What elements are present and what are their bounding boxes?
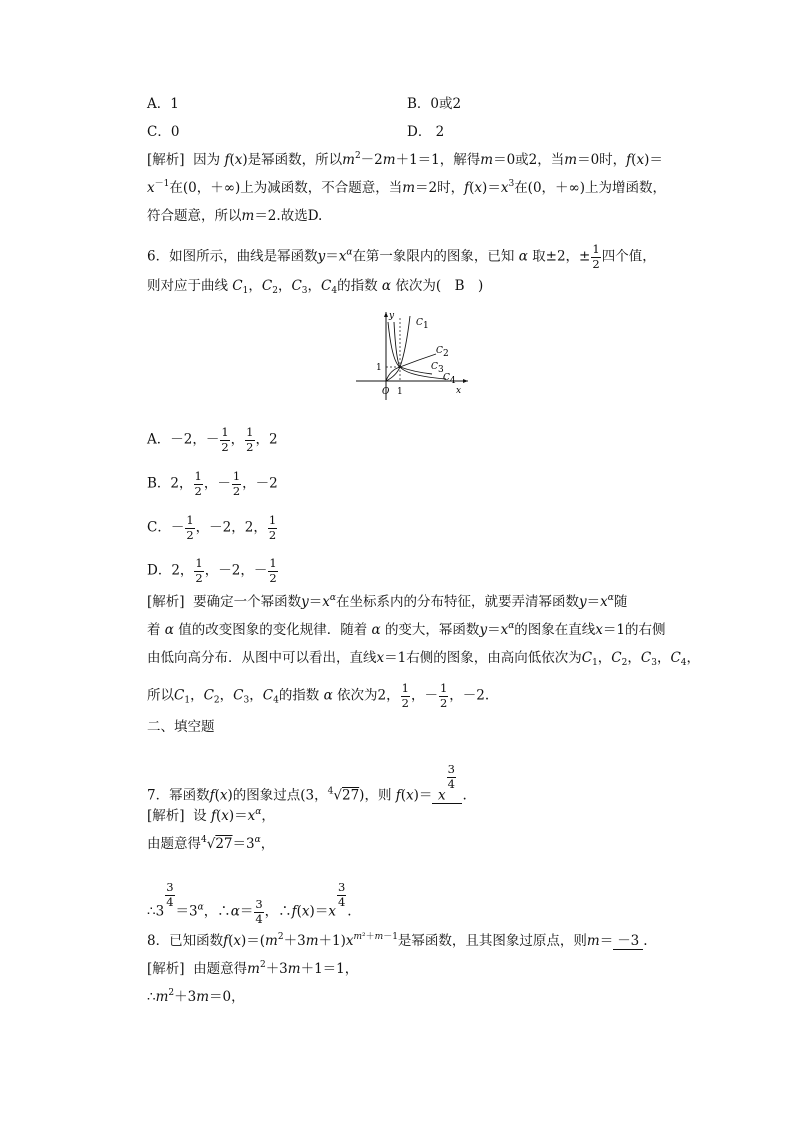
q7-answer-blank: x $\frac{3}{4}$: [432, 764, 462, 804]
q8-answer-blank: －3: [613, 935, 643, 950]
q6-stem-line2: 则对应于曲线 $C_1$，$C_2$，$C_3$，$C_4$的指数 α 依次为( B ): [147, 278, 484, 296]
origin-label: O: [382, 387, 390, 397]
q7-analysis-line2: 由题意得$^4√27=3^\alpha$，: [147, 835, 275, 852]
q6-option-d: D．2， $\frac{1}{2}$ ，－2，－ $\frac{1}{2}$: [147, 556, 277, 585]
q7-analysis-line3: ∴3 $\frac{3}{4}$ $=3^\alpha$，∴α＝ $\frac{3}{4}$ ，∴f(x)＝x $\frac{3}{4}$ .: [147, 880, 352, 926]
y-tick-one: 1: [376, 363, 382, 373]
curve-label-c4: C: [443, 373, 450, 383]
curve-label-c2: C: [436, 346, 443, 356]
curve-label-c1: C: [416, 318, 423, 328]
q5-option-d: D． 2: [407, 124, 445, 140]
x-axis-label: x: [456, 386, 462, 396]
q5-analysis-line1: [解析] 因为 f(x)是幂函数，所以$m^2-2m+1=1$，解得m＝0或2，当m＝0时，f(x)＝: [147, 151, 663, 168]
q6-analysis-line2: 着 α 值的改变图象的变化规律．随着 α 的变大，幂函数$y=x^\alpha$的图象在直线x＝1的右侧: [147, 621, 666, 638]
q5-option-a: A．1: [147, 96, 179, 112]
q6-option-b: B．2， $\frac{1}{2}$ ，－ $\frac{1}{2}$ ，－2: [147, 469, 278, 498]
q5-analysis-line3: 符合题意，所以m＝2.故选D.: [147, 208, 323, 224]
q5-analysis-line2: $x^{-1}$在(0，＋∞)上为减函数，不合题意，当m＝2时，$f(x)=x^3$在(0，＋∞)上为增函数，: [147, 179, 667, 196]
curve-label-c4-sub: 4: [450, 376, 456, 386]
x-axis-arrow: [463, 379, 468, 383]
y-axis-arrow: [384, 312, 388, 317]
q5-option-c: C．0: [147, 124, 180, 140]
q8-stem: 8．已知函数$f(x)=(m^2+3m+1)x^{m^2+m-1}$是幂函数，且其图象过原点，则m＝ －3 .: [147, 932, 648, 949]
q8-analysis-line1: [解析] 由题意得$m^2+3m+1=1$，: [147, 960, 359, 977]
curve-label-c3: C: [431, 362, 438, 372]
q5-option-b: B．0或2: [407, 96, 462, 112]
q6-option-a: A．－2，－ $\frac{1}{2}$ ， $\frac{1}{2}$ ，2: [147, 425, 278, 454]
y-axis-label: y: [389, 311, 395, 321]
q8-analysis-line2: $\therefore m^2+3m=0$，: [147, 988, 245, 1005]
q7-stem: 7．幂函数f(x)的图象过点(3，$^4$√27)，则 f(x)＝ x $\frac{3}{4}$ .: [147, 762, 467, 804]
q7-analysis-line1: [解析] 设 $f(x)=x^\alpha$，: [147, 807, 275, 824]
curve-label-c2-sub: 2: [443, 349, 449, 359]
power-function-graph: [356, 310, 471, 402]
q6-analysis-line3: 由低向高分布．从图中可以看出，直线x＝1右侧的图象，由高向低依次为$C_1$，$C_2$，$C_3$，$C_4$，: [147, 650, 701, 668]
section-heading-fill-in: 二、填空题: [147, 719, 215, 735]
q6-analysis-line1: [解析] 要确定一个幂函数$y=x^\alpha$在坐标系内的分布特征，就要弄清幂函数$y=x^\alpha$随: [147, 593, 628, 610]
curve-label-c1-sub: 1: [423, 321, 429, 331]
q6-analysis-line4: 所以$C_1$，$C_2$，$C_3$，$C_4$的指数 α 依次为2， $\frac{1}{2}$ ，－ $\frac{1}{2}$ ，－2.: [147, 681, 490, 710]
x-tick-one: 1: [397, 387, 403, 397]
q6-stem-line1: 6．如图所示，曲线是幂函数$y=x^\alpha$在第一象限内的图象，已知 α 取±2，± $\frac{1}{2}$ 四个值，: [147, 242, 656, 271]
curve-label-c3-sub: 3: [438, 365, 444, 375]
q6-option-c: C．－ $\frac{1}{2}$ ，－2，2， $\frac{1}{2}$: [147, 513, 277, 542]
